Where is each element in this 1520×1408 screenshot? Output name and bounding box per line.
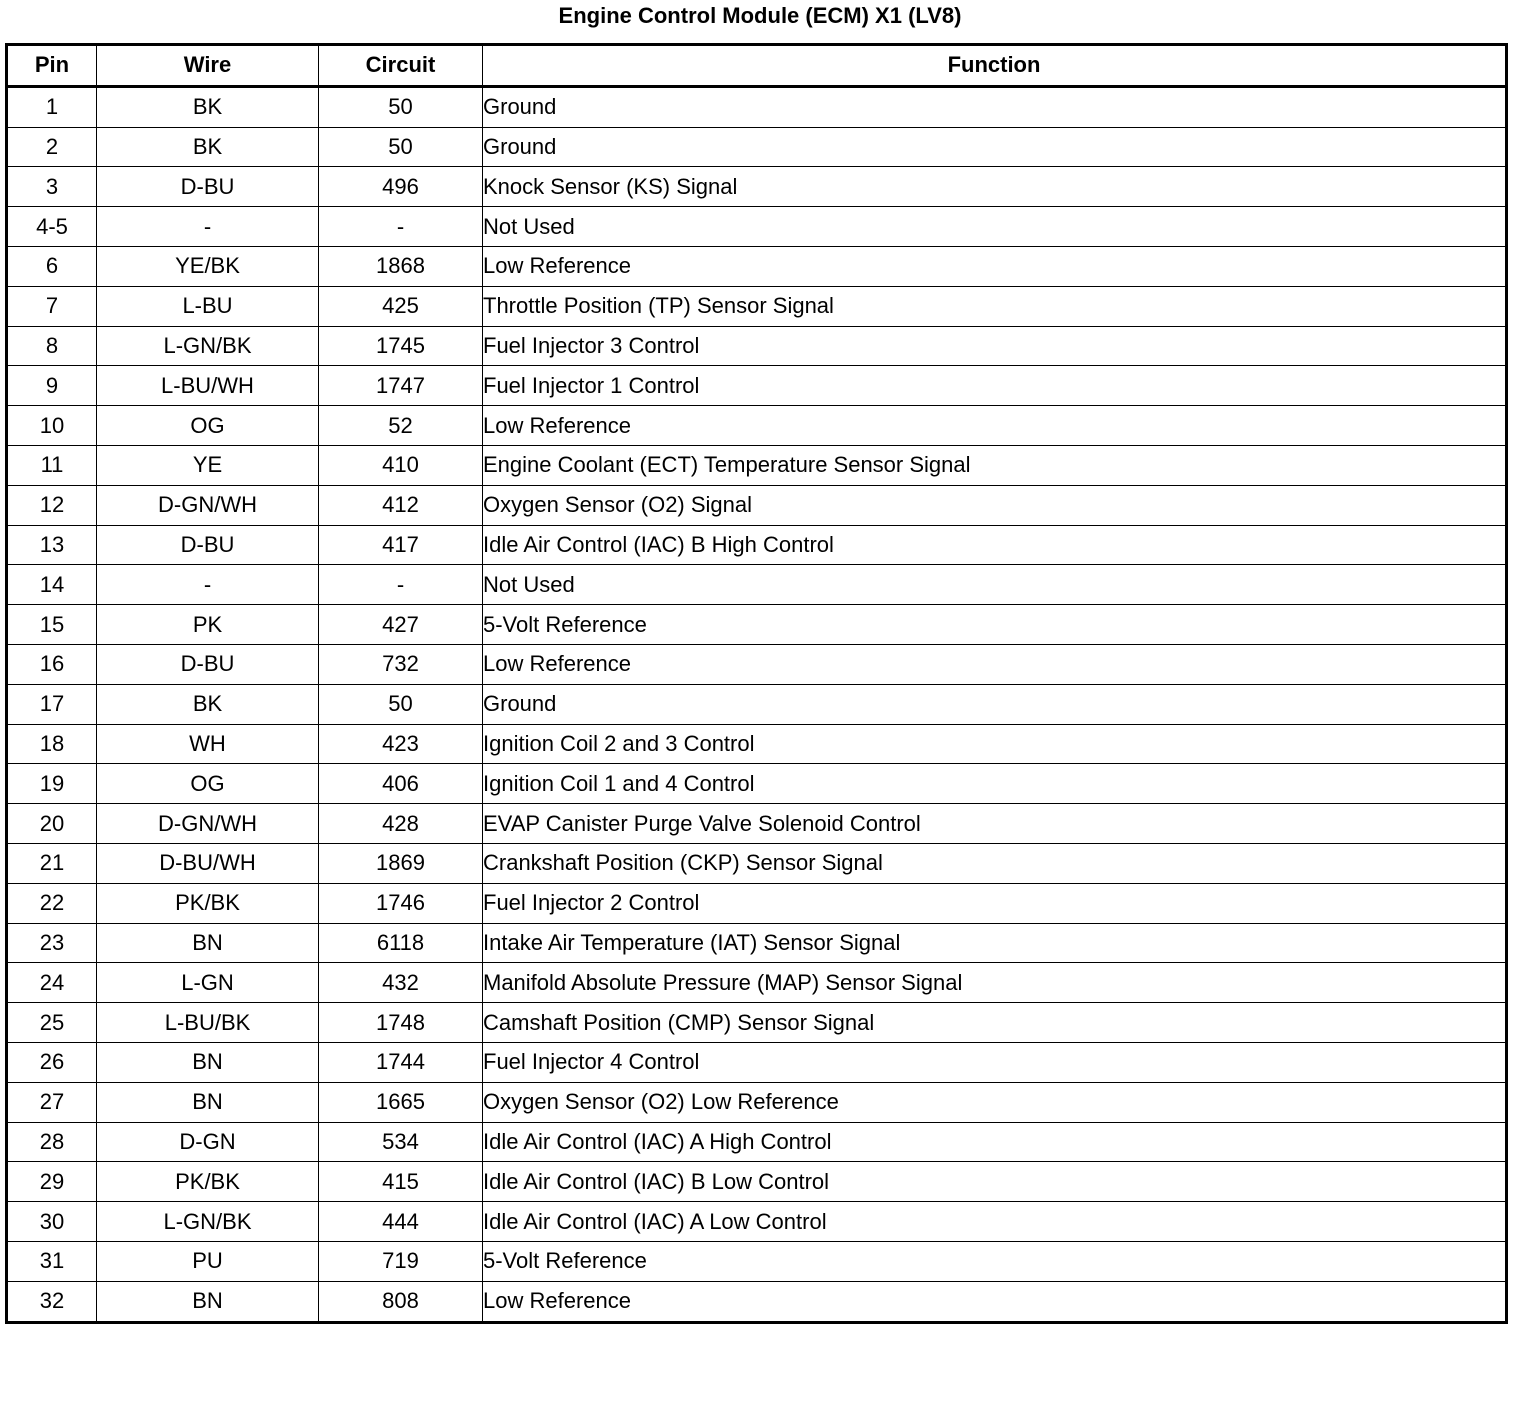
circuit-cell: 444 bbox=[319, 1202, 483, 1242]
function-cell: Ignition Coil 2 and 3 Control bbox=[483, 724, 1507, 764]
function-cell: Ground bbox=[483, 684, 1507, 724]
circuit-cell: 496 bbox=[319, 167, 483, 207]
table-row bbox=[7, 286, 1507, 326]
pin-cell: 10 bbox=[7, 406, 97, 446]
pin-cell: 22 bbox=[7, 883, 97, 923]
table-row bbox=[7, 485, 1507, 525]
function-cell: EVAP Canister Purge Valve Solenoid Control bbox=[483, 804, 1507, 844]
wire-cell: BK bbox=[97, 86, 319, 127]
pin-cell: 23 bbox=[7, 923, 97, 963]
wire-cell: WH bbox=[97, 724, 319, 764]
circuit-cell: 1744 bbox=[319, 1042, 483, 1082]
circuit-cell: 808 bbox=[319, 1281, 483, 1322]
function-cell: Ignition Coil 1 and 4 Control bbox=[483, 764, 1507, 804]
table-row bbox=[7, 724, 1507, 764]
wire-cell: BN bbox=[97, 1082, 319, 1122]
circuit-cell: 410 bbox=[319, 445, 483, 485]
table-row bbox=[7, 843, 1507, 883]
wire-cell: BN bbox=[97, 1042, 319, 1082]
function-cell: Idle Air Control (IAC) B High Control bbox=[483, 525, 1507, 565]
table-row bbox=[7, 246, 1507, 286]
function-cell: Fuel Injector 2 Control bbox=[483, 883, 1507, 923]
table-row bbox=[7, 366, 1507, 406]
function-cell: Oxygen Sensor (O2) Signal bbox=[483, 485, 1507, 525]
circuit-cell: 1748 bbox=[319, 1003, 483, 1043]
pin-cell: 19 bbox=[7, 764, 97, 804]
pin-cell: 6 bbox=[7, 246, 97, 286]
wire-cell: BN bbox=[97, 923, 319, 963]
pin-cell: 13 bbox=[7, 525, 97, 565]
wire-cell: D-GN/WH bbox=[97, 804, 319, 844]
function-cell: Camshaft Position (CMP) Sensor Signal bbox=[483, 1003, 1507, 1043]
table-row bbox=[7, 86, 1507, 127]
table-row bbox=[7, 167, 1507, 207]
wire-cell: BN bbox=[97, 1281, 319, 1322]
function-cell: Oxygen Sensor (O2) Low Reference bbox=[483, 1082, 1507, 1122]
pin-cell: 15 bbox=[7, 605, 97, 645]
pin-cell: 12 bbox=[7, 485, 97, 525]
circuit-cell: 50 bbox=[319, 684, 483, 724]
table-row bbox=[7, 804, 1507, 844]
pin-cell: 11 bbox=[7, 445, 97, 485]
function-cell: Ground bbox=[483, 86, 1507, 127]
circuit-cell: - bbox=[319, 207, 483, 247]
pin-cell: 24 bbox=[7, 963, 97, 1003]
wire-cell: - bbox=[97, 565, 319, 605]
circuit-cell: 52 bbox=[319, 406, 483, 446]
table-row bbox=[7, 1003, 1507, 1043]
function-cell: Low Reference bbox=[483, 644, 1507, 684]
wire-cell: L-BU/BK bbox=[97, 1003, 319, 1043]
pin-cell: 4-5 bbox=[7, 207, 97, 247]
wire-cell: L-GN/BK bbox=[97, 326, 319, 366]
header-wire: Wire bbox=[97, 45, 319, 87]
header-circuit: Circuit bbox=[319, 45, 483, 87]
circuit-cell: 415 bbox=[319, 1162, 483, 1202]
function-cell: Crankshaft Position (CKP) Sensor Signal bbox=[483, 843, 1507, 883]
function-cell: Fuel Injector 1 Control bbox=[483, 366, 1507, 406]
table-row bbox=[7, 1241, 1507, 1281]
wire-cell: - bbox=[97, 207, 319, 247]
function-cell: Fuel Injector 4 Control bbox=[483, 1042, 1507, 1082]
circuit-cell: 50 bbox=[319, 127, 483, 167]
wire-cell: D-GN bbox=[97, 1122, 319, 1162]
circuit-cell: - bbox=[319, 565, 483, 605]
function-cell: Fuel Injector 3 Control bbox=[483, 326, 1507, 366]
wire-cell: OG bbox=[97, 406, 319, 446]
circuit-cell: 406 bbox=[319, 764, 483, 804]
pin-cell: 9 bbox=[7, 366, 97, 406]
function-cell: Intake Air Temperature (IAT) Sensor Signal bbox=[483, 923, 1507, 963]
circuit-cell: 427 bbox=[319, 605, 483, 645]
function-cell: 5-Volt Reference bbox=[483, 605, 1507, 645]
circuit-cell: 50 bbox=[319, 86, 483, 127]
table-row bbox=[7, 326, 1507, 366]
function-cell: Not Used bbox=[483, 565, 1507, 605]
pin-cell: 30 bbox=[7, 1202, 97, 1242]
function-cell: 5-Volt Reference bbox=[483, 1241, 1507, 1281]
circuit-cell: 6118 bbox=[319, 923, 483, 963]
wire-cell: L-GN bbox=[97, 963, 319, 1003]
wire-cell: D-BU/WH bbox=[97, 843, 319, 883]
table-row bbox=[7, 883, 1507, 923]
function-cell: Idle Air Control (IAC) A Low Control bbox=[483, 1202, 1507, 1242]
wire-cell: BK bbox=[97, 684, 319, 724]
wire-cell: PK bbox=[97, 605, 319, 645]
wire-cell: PU bbox=[97, 1241, 319, 1281]
table-row bbox=[7, 764, 1507, 804]
table-row bbox=[7, 923, 1507, 963]
table-row bbox=[7, 127, 1507, 167]
circuit-cell: 1868 bbox=[319, 246, 483, 286]
pin-cell: 20 bbox=[7, 804, 97, 844]
table-row bbox=[7, 1082, 1507, 1122]
circuit-cell: 534 bbox=[319, 1122, 483, 1162]
pin-cell: 8 bbox=[7, 326, 97, 366]
table-row bbox=[7, 445, 1507, 485]
circuit-cell: 425 bbox=[319, 286, 483, 326]
wire-cell: L-GN/BK bbox=[97, 1202, 319, 1242]
function-cell: Low Reference bbox=[483, 1281, 1507, 1322]
wire-cell: D-GN/WH bbox=[97, 485, 319, 525]
pin-cell: 2 bbox=[7, 127, 97, 167]
wire-cell: D-BU bbox=[97, 644, 319, 684]
table-body bbox=[7, 86, 1507, 1322]
circuit-cell: 1869 bbox=[319, 843, 483, 883]
circuit-cell: 1747 bbox=[319, 366, 483, 406]
function-cell: Low Reference bbox=[483, 246, 1507, 286]
pin-cell: 31 bbox=[7, 1241, 97, 1281]
function-cell: Not Used bbox=[483, 207, 1507, 247]
page-title: Engine Control Module (ECM) X1 (LV8) bbox=[558, 3, 962, 28]
pin-cell: 7 bbox=[7, 286, 97, 326]
table-row bbox=[7, 684, 1507, 724]
pin-cell: 32 bbox=[7, 1281, 97, 1322]
function-cell: Idle Air Control (IAC) A High Control bbox=[483, 1122, 1507, 1162]
circuit-cell: 432 bbox=[319, 963, 483, 1003]
table-header-row bbox=[7, 45, 1507, 87]
wire-cell: BK bbox=[97, 127, 319, 167]
pin-cell: 29 bbox=[7, 1162, 97, 1202]
pin-cell: 21 bbox=[7, 843, 97, 883]
circuit-cell: 1746 bbox=[319, 883, 483, 923]
pin-cell: 14 bbox=[7, 565, 97, 605]
pin-cell: 18 bbox=[7, 724, 97, 764]
wire-cell: YE bbox=[97, 445, 319, 485]
connector-pinout-table bbox=[5, 43, 1508, 1324]
pin-cell: 28 bbox=[7, 1122, 97, 1162]
table-row bbox=[7, 406, 1507, 446]
table-row bbox=[7, 644, 1507, 684]
function-cell: Knock Sensor (KS) Signal bbox=[483, 167, 1507, 207]
circuit-cell: 1745 bbox=[319, 326, 483, 366]
table-row bbox=[7, 207, 1507, 247]
table-row bbox=[7, 565, 1507, 605]
table-row bbox=[7, 525, 1507, 565]
circuit-cell: 412 bbox=[319, 485, 483, 525]
pin-cell: 17 bbox=[7, 684, 97, 724]
wire-cell: PK/BK bbox=[97, 1162, 319, 1202]
wire-cell: L-BU/WH bbox=[97, 366, 319, 406]
pin-cell: 1 bbox=[7, 86, 97, 127]
table-row bbox=[7, 1042, 1507, 1082]
wire-cell: D-BU bbox=[97, 167, 319, 207]
wire-cell: L-BU bbox=[97, 286, 319, 326]
wire-cell: D-BU bbox=[97, 525, 319, 565]
wire-cell: YE/BK bbox=[97, 246, 319, 286]
circuit-cell: 423 bbox=[319, 724, 483, 764]
pin-cell: 27 bbox=[7, 1082, 97, 1122]
table-row bbox=[7, 1162, 1507, 1202]
function-cell: Low Reference bbox=[483, 406, 1507, 446]
table-row bbox=[7, 605, 1507, 645]
function-cell: Engine Coolant (ECT) Temperature Sensor Signal bbox=[483, 445, 1507, 485]
function-cell: Throttle Position (TP) Sensor Signal bbox=[483, 286, 1507, 326]
header-function: Function bbox=[483, 45, 1507, 87]
function-cell: Ground bbox=[483, 127, 1507, 167]
circuit-cell: 719 bbox=[319, 1241, 483, 1281]
function-cell: Idle Air Control (IAC) B Low Control bbox=[483, 1162, 1507, 1202]
table-row bbox=[7, 1281, 1507, 1322]
pin-cell: 26 bbox=[7, 1042, 97, 1082]
table-row bbox=[7, 1122, 1507, 1162]
circuit-cell: 428 bbox=[319, 804, 483, 844]
function-cell: Manifold Absolute Pressure (MAP) Sensor Signal bbox=[483, 963, 1507, 1003]
pin-cell: 25 bbox=[7, 1003, 97, 1043]
circuit-cell: 417 bbox=[319, 525, 483, 565]
header-pin: Pin bbox=[7, 45, 97, 87]
circuit-cell: 732 bbox=[319, 644, 483, 684]
pin-cell: 3 bbox=[7, 167, 97, 207]
pin-cell: 16 bbox=[7, 644, 97, 684]
wire-cell: PK/BK bbox=[97, 883, 319, 923]
table-row bbox=[7, 963, 1507, 1003]
circuit-cell: 1665 bbox=[319, 1082, 483, 1122]
table-row bbox=[7, 1202, 1507, 1242]
wire-cell: OG bbox=[97, 764, 319, 804]
